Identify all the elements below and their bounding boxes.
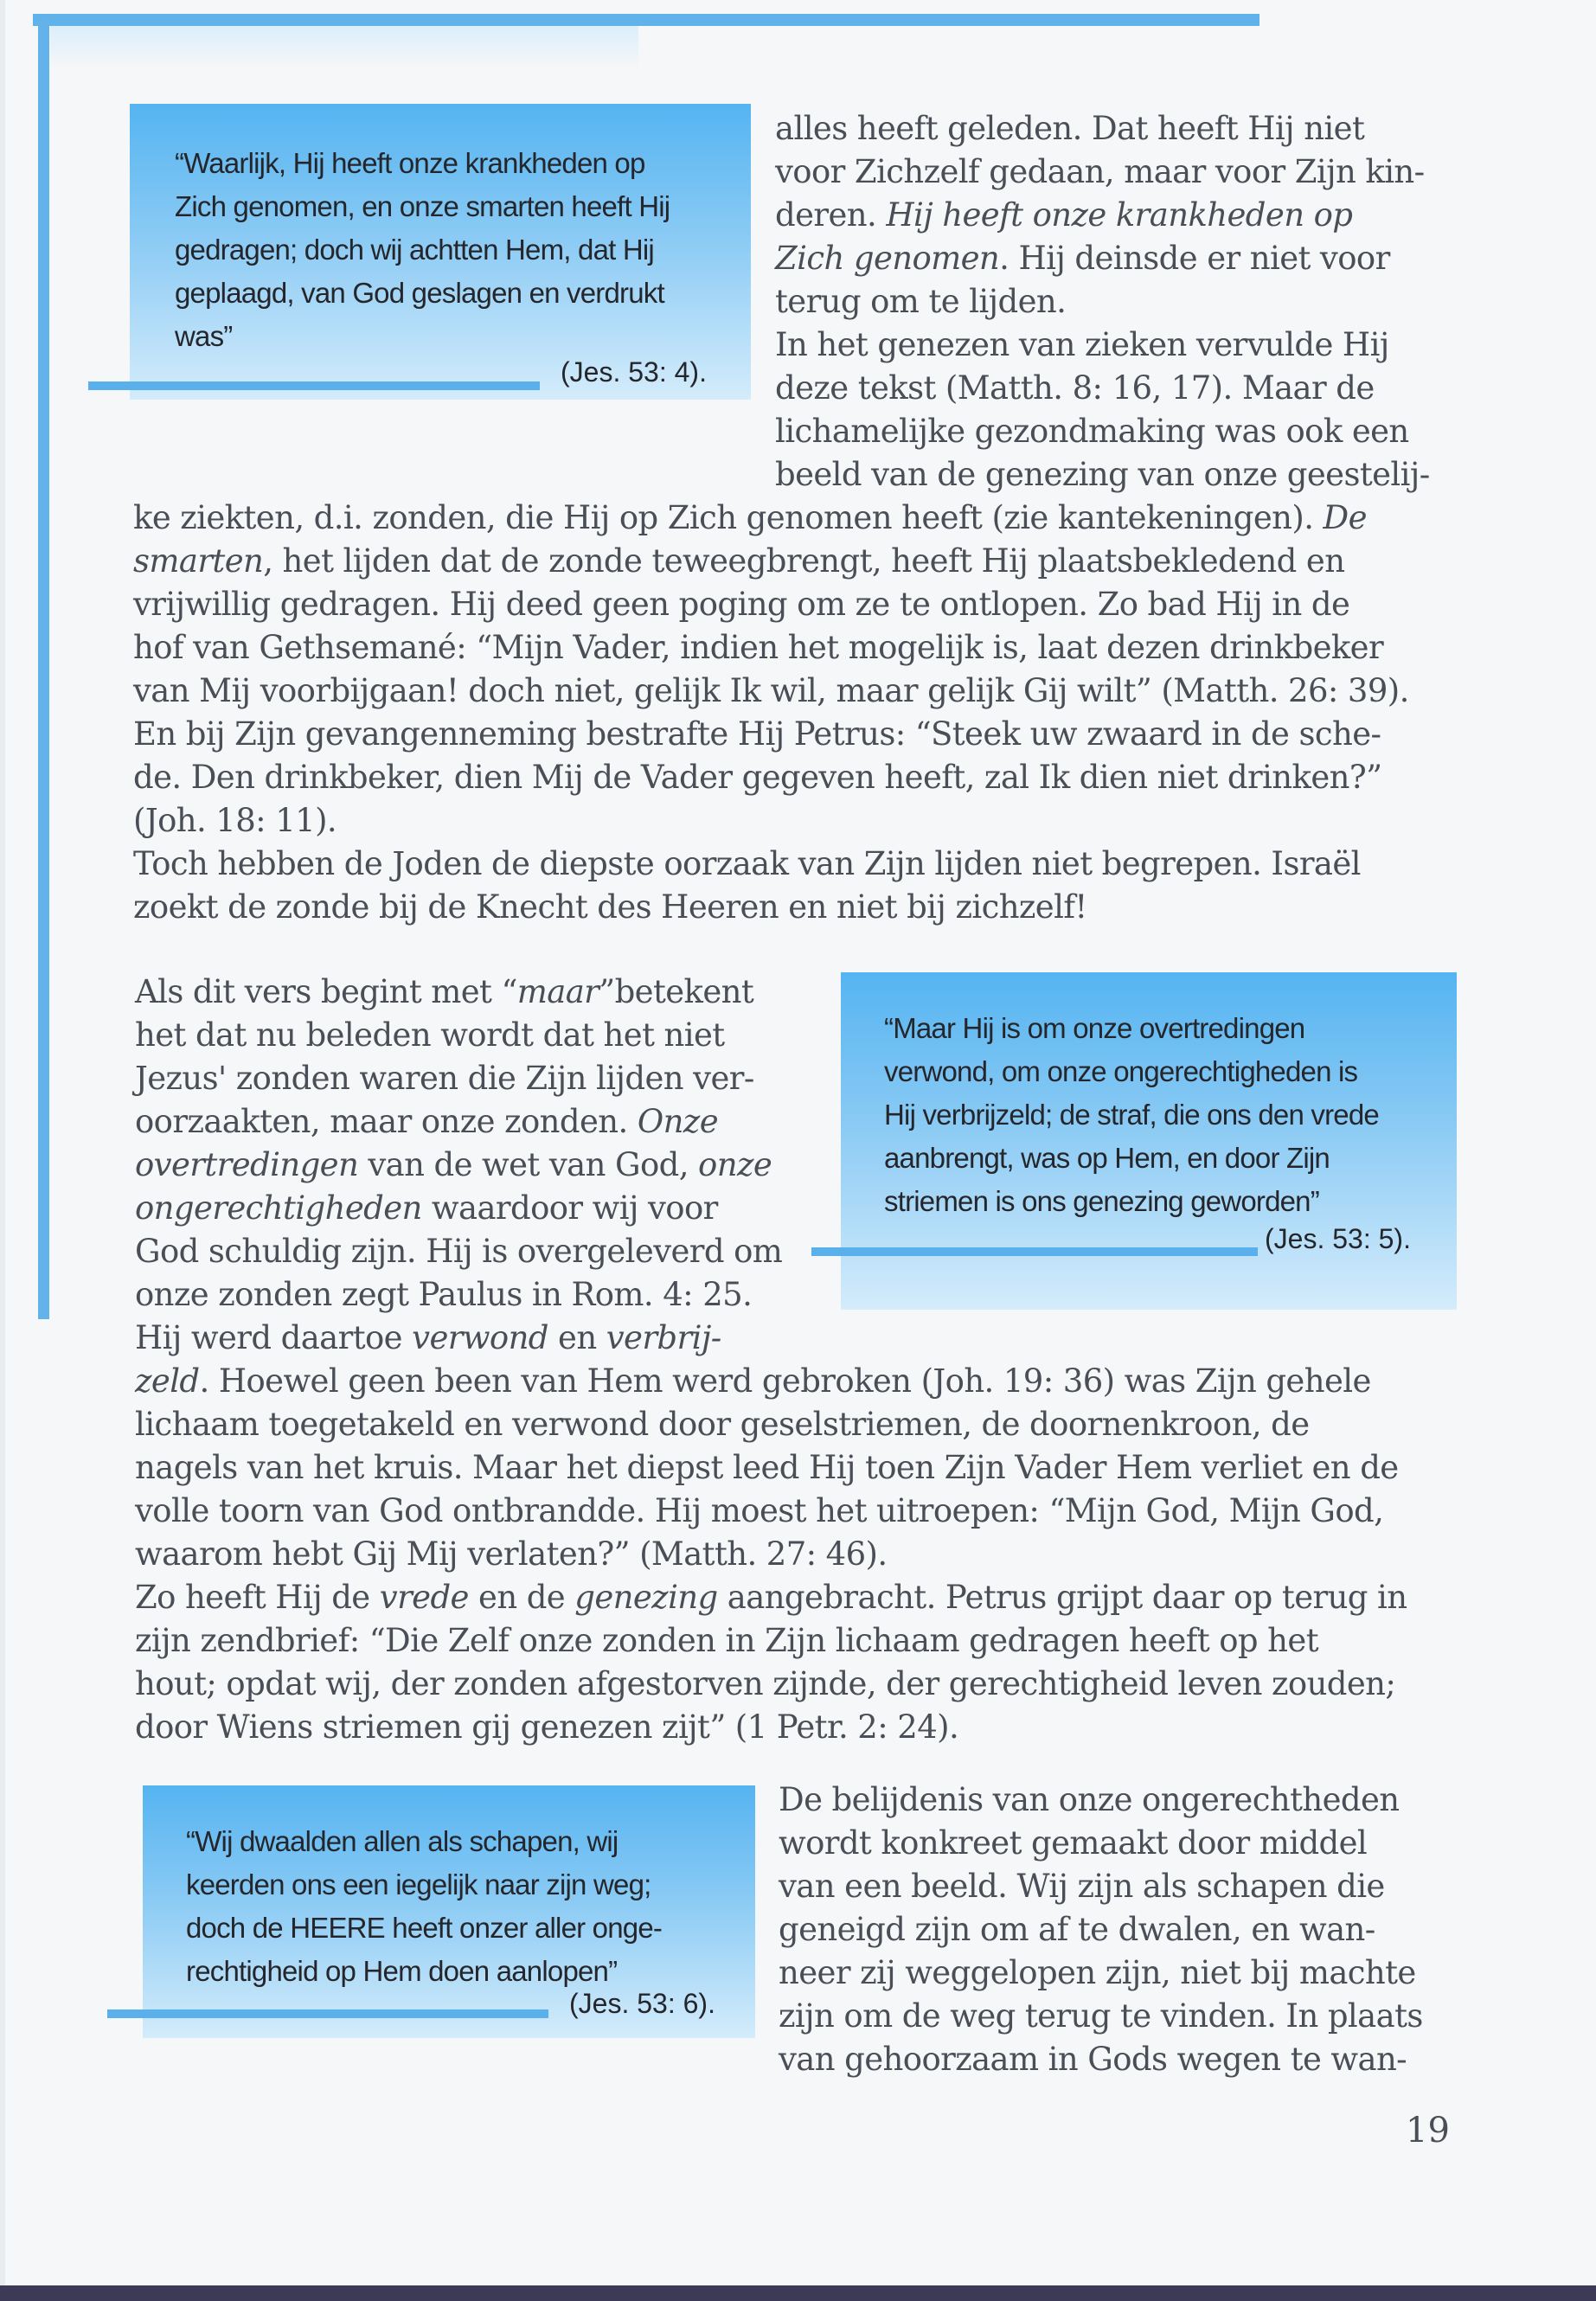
- quote-text: [884, 1007, 1379, 1223]
- body-line: lichaam toegetakeld en verwond door geselstriemen, de doornenkroon, de: [135, 1406, 1310, 1443]
- quote-line: verwond, om onze ongerechtigheden is: [884, 1055, 1358, 1087]
- quote-line: doch de HEERE heeft onzer aller onge-: [186, 1912, 663, 1944]
- body-line: [135, 1187, 718, 1230]
- emphasis: maar: [516, 973, 599, 1010]
- body-line: beeld van de genezing van onze geestelij-: [775, 456, 1430, 493]
- page-bottom-edge: [0, 2285, 1596, 2301]
- quote-line: striemen is ons genezing geworden”: [884, 1185, 1319, 1217]
- body-line: door Wiens striemen gij genezen zijt” (1 Petr. 2: 24).: [135, 1708, 959, 1746]
- body-line: [775, 237, 1390, 280]
- emphasis: genezing: [574, 1579, 718, 1616]
- text-run: en: [548, 1319, 606, 1356]
- text-run: Hij werd daartoe: [135, 1319, 413, 1356]
- page-edge: [0, 0, 5, 2301]
- quote-line: keerden ons een iegelijk naar zijn weg;: [186, 1868, 651, 1900]
- text-run: oorzaakten, maar onze zonden.: [135, 1103, 638, 1140]
- emphasis: Hij heeft onze krankheden op: [886, 196, 1353, 234]
- text-run: ”betekent: [599, 973, 754, 1010]
- quote-box-jes-53-5: [841, 972, 1457, 1310]
- body-line: [135, 1144, 772, 1187]
- text-run: deren.: [775, 196, 887, 234]
- body-line: [133, 540, 1344, 583]
- body-line: voor Zichzelf gedaan, maar voor Zijn kin-: [775, 153, 1425, 190]
- emphasis: onze: [698, 1146, 772, 1183]
- text-run: Zo heeft Hij de: [135, 1579, 380, 1616]
- text-run: . Hij deinsde er niet voor: [999, 240, 1390, 277]
- body-line: van een beeld. Wij zijn als schapen die: [779, 1868, 1385, 1905]
- body-line: [135, 1317, 721, 1360]
- body-line: zijn om de weg terug te vinden. In plaats: [779, 1997, 1423, 2035]
- quote-rule: [107, 2009, 548, 2018]
- emphasis: overtredingen: [135, 1146, 359, 1183]
- quote-line: Zich genomen, en onze smarten heeft Hij: [175, 190, 670, 222]
- body-line: geneigd zijn om af te dwalen, en wan-: [779, 1911, 1375, 1948]
- body-line: het dat nu beleden wordt dat het niet: [135, 1016, 725, 1054]
- quote-text: [186, 1820, 662, 1993]
- emphasis: verwond: [412, 1319, 548, 1356]
- quote-line: “Waarlijk, Hij heeft onze krankheden op: [175, 147, 645, 179]
- emphasis: smarten: [133, 542, 264, 580]
- text-run: aangebracht. Petrus grijpt daar op terug in: [717, 1579, 1407, 1616]
- quote-reference: (Jes. 53: 4).: [561, 356, 707, 388]
- quote-box-jes-53-6: [143, 1785, 755, 2038]
- body-line: [135, 1576, 1407, 1619]
- body-line: alles heeft geleden. Dat heeft Hij niet: [775, 110, 1365, 147]
- body-line: En bij Zijn gevangenneming bestrafte Hij Petrus: “Steek uw zwaard in de sche-: [133, 715, 1381, 753]
- quote-rule: [88, 381, 540, 390]
- side-accent-bar: [38, 19, 49, 1319]
- body-line: vrijwillig gedragen. Hij deed geen poging om ze te ontlopen. Zo bad Hij in de: [133, 586, 1350, 623]
- body-line: In het genezen van zieken vervulde Hij: [775, 326, 1389, 363]
- body-line: [135, 1360, 1371, 1403]
- text-run: Als dit vers begint met “: [135, 973, 517, 1010]
- top-glow: [50, 26, 638, 69]
- quote-line: geplaagd, van God geslagen en verdrukt: [175, 277, 664, 309]
- emphasis: Onze: [637, 1103, 718, 1140]
- body-line: Jezus' zonden waren die Zijn lijden ver-: [135, 1060, 754, 1097]
- quote-line: Hij verbrijzeld; de straf, die ons den vrede: [884, 1099, 1379, 1131]
- text-run: en de: [468, 1579, 575, 1616]
- text-run: van de wet van God,: [358, 1146, 699, 1183]
- body-line: onze zonden zegt Paulus in Rom. 4: 25.: [135, 1276, 753, 1313]
- body-line: God schuldig zijn. Hij is overgeleverd om: [135, 1233, 783, 1270]
- body-line: zijn zendbrief: “Die Zelf onze zonden in Zijn lichaam gedragen heeft op het: [135, 1622, 1318, 1659]
- quote-text: [175, 142, 670, 358]
- body-line: nagels van het kruis. Maar het diepst leed Hij toen Zijn Vader Hem verliet en de: [135, 1449, 1399, 1486]
- quote-box-jes-53-4: [130, 104, 751, 400]
- text-run: , het lijden dat de zonde teweegbrengt, heeft Hij plaatsbekledend en: [263, 542, 1345, 580]
- body-line: terug om te lijden.: [775, 283, 1067, 320]
- body-line: zoekt de zonde bij de Knecht des Heeren en niet bij zichzelf!: [133, 888, 1087, 926]
- body-line: wordt konkreet gemaakt door middel: [779, 1824, 1368, 1862]
- quote-line: gedragen; doch wij achtten Hem, dat Hij: [175, 234, 654, 266]
- quote-line: “Maar Hij is om onze overtredingen: [884, 1012, 1305, 1044]
- body-line: van gehoorzaam in Gods wegen te wan-: [779, 2041, 1407, 2078]
- emphasis: verbrij-: [606, 1319, 721, 1356]
- quote-line: was”: [175, 320, 233, 352]
- body-line: deze tekst (Matth. 8: 16, 17). Maar de: [775, 369, 1375, 407]
- body-line: de. Den drinkbeker, dien Mij de Vader gegeven heeft, zal Ik dien niet drinken?”: [133, 759, 1382, 796]
- emphasis: vrede: [379, 1579, 469, 1616]
- page-number: 19: [1406, 2111, 1450, 2150]
- quote-line: “Wij dwaalden allen als schapen, wij: [186, 1825, 619, 1857]
- body-line: van Mij voorbijgaan! doch niet, gelijk Ik wil, maar gelijk Gij wilt” (Matth. 26: 39).: [133, 672, 1409, 709]
- emphasis: De: [1323, 499, 1367, 536]
- body-line: De belijdenis van onze ongerechtheden: [779, 1781, 1400, 1818]
- body-line: volle toorn van God ontbrandde. Hij moest het uitroepen: “Mijn God, Mijn God,: [135, 1492, 1384, 1529]
- body-line: Toch hebben de Joden de diepste oorzaak van Zijn lijden niet begrepen. Israël: [133, 845, 1361, 882]
- body-line: (Joh. 18: 11).: [133, 802, 337, 839]
- quote-line: rechtigheid op Hem doen aanlopen”: [186, 1955, 618, 1987]
- quote-line: aanbrengt, was op Hem, en door Zijn: [884, 1142, 1330, 1174]
- body-line: waarom hebt Gij Mij verlaten?” (Matth. 27: 46).: [135, 1535, 888, 1573]
- emphasis: ongerechtigheden: [135, 1189, 422, 1227]
- quote-reference: (Jes. 53: 6).: [569, 1988, 715, 2019]
- body-line: neer zij weggelopen zijn, niet bij machte: [779, 1954, 1416, 1991]
- text-run: . Hoewel geen been van Hem werd gebroken (Joh. 19: 36) was Zijn gehele: [199, 1362, 1371, 1400]
- body-line: [775, 194, 1352, 237]
- quote-rule: [811, 1247, 1258, 1256]
- text-run: waardoor wij voor: [421, 1189, 718, 1227]
- emphasis: zeld: [135, 1362, 200, 1400]
- top-accent-bar: [33, 14, 1259, 26]
- body-line: hout; opdat wij, der zonden afgestorven zijnde, der gerechtigheid leven zouden;: [135, 1665, 1396, 1702]
- body-line: hof van Gethsemané: “Mijn Vader, indien het mogelijk is, laat dezen drinkbeker: [133, 629, 1384, 666]
- text-run: ke ziekten, d.i. zonden, die Hij op Zich genomen heeft (zie kantekeningen).: [133, 499, 1324, 536]
- emphasis: Zich genomen: [775, 240, 1000, 277]
- quote-reference: (Jes. 53: 5).: [1265, 1223, 1411, 1254]
- body-line: [135, 1100, 718, 1144]
- body-line: lichamelijke gezondmaking was ook een: [775, 413, 1409, 450]
- body-line: [133, 497, 1367, 540]
- body-line: [135, 971, 753, 1014]
